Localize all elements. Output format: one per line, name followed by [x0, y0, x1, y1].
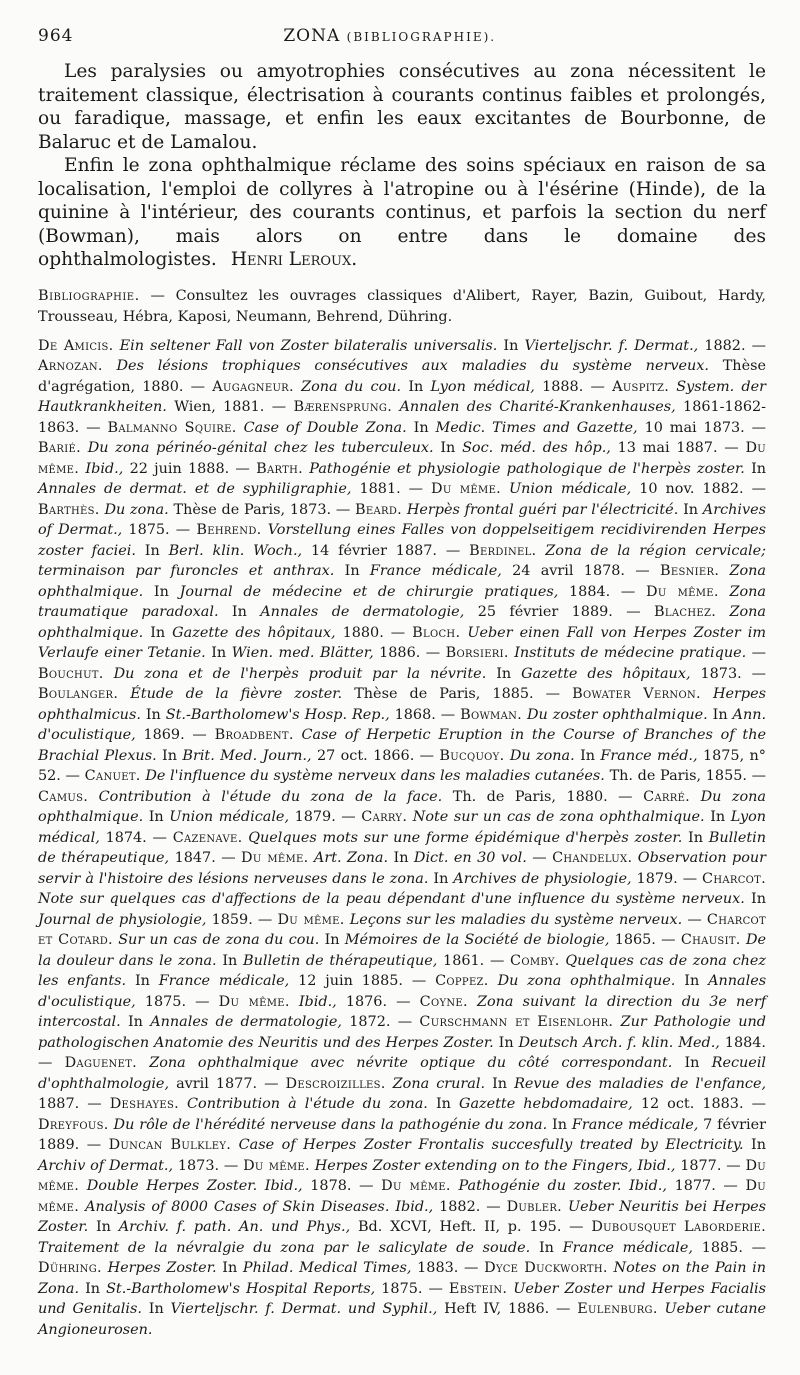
reference-date: 1869. — [143, 727, 207, 743]
reference-date: 1885. — [701, 1239, 767, 1256]
reference-in: In [222, 952, 238, 969]
reference-date: 12 oct. 1883. — [640, 1096, 766, 1112]
reference-entry [38, 686, 572, 702]
reference-author: Du même. [241, 850, 309, 866]
reference-title: Case of Double Zona. [243, 419, 407, 436]
reference-in: In [127, 1014, 143, 1030]
reference-date: avril 1877. — [176, 1075, 279, 1092]
reference-author: Carry. [361, 809, 408, 825]
reference-title: Note sur un cas de zona ophthalmique. [412, 809, 705, 825]
reference-in: Th. de Paris, 1880. — [452, 788, 633, 805]
reference-journal: Archives de physiologie, [453, 870, 632, 887]
reference-title: Pathogénie et physiologie pathologique de l'herpès zoster. [309, 460, 745, 477]
reference-in: — [751, 645, 767, 661]
reference-entry [38, 666, 766, 682]
reference-title: Observation pour servir à l'histoire des lésions nerveuses dans le zona. [38, 850, 767, 887]
reference-author: Bowater Vernon. [572, 686, 701, 702]
reference-title: De la douleur dans le zona. [38, 932, 767, 969]
reference-journal: France méd., [600, 747, 698, 764]
reference-entry [85, 768, 766, 784]
reference-journal: Revue des maladies de l'enfance, [514, 1075, 767, 1092]
reference-in: In [496, 665, 512, 682]
reference-journal: Gazette des hôpitaux, [172, 624, 336, 641]
reference-in: In [498, 1034, 514, 1051]
reference-in: Thèse de Paris, 1873. — [173, 501, 351, 518]
reference-author: Dühring. [38, 1260, 102, 1276]
reference-title: Herpes ophthalmicus. [38, 686, 767, 723]
reference-in: In [413, 419, 429, 436]
reference-date: 1887. — [38, 1096, 102, 1112]
reference-journal: France médicale, [369, 563, 502, 579]
reference-title: Ueber einen Fall von Herpes Zoster im Verlaufe einer Tetanie. [38, 624, 767, 661]
reference-in: In [684, 973, 700, 989]
reference-date: 1884. — [569, 583, 636, 600]
reference-title: Du zona. [509, 747, 575, 764]
running-header [38, 26, 766, 46]
reference-date: 1868. — [394, 706, 456, 723]
reference-in: In [751, 460, 767, 477]
reference-title: Zona traumatique paradoxal. [38, 583, 767, 620]
reference-entry [107, 420, 766, 436]
reference-entry [38, 502, 355, 518]
reference-author: Bucquoy. [439, 747, 505, 764]
reference-date: 14 février 1887. — [310, 542, 461, 559]
reference-title: Zona ophthalmique. [38, 604, 767, 641]
reference-journal: Annales d'oculistique, [38, 973, 767, 1010]
running-title [73, 26, 706, 46]
reference-author: Dubler. [506, 1198, 563, 1215]
reference-title: Zona ophthalmique. [38, 563, 767, 600]
reference-author: Duncan Bulkley. [108, 1137, 232, 1153]
title-sub: (BIBLIOGRAPHIE). [346, 30, 497, 44]
reference-in: In [408, 378, 424, 395]
reference-title: Instituts de médecine pratique. [514, 645, 747, 661]
reference-journal: Wien. med. Blätter, [231, 645, 374, 661]
reference-journal: Vierteljschr. f. Dermat., [524, 337, 699, 354]
reference-date: 1879. — [294, 809, 356, 825]
reference-title: Traitement de la névralgie du zona par le salicylate de soude. [38, 1239, 531, 1256]
page-number: 964 [38, 26, 74, 46]
reference-entry [241, 850, 552, 866]
reference-date: 10 mai 1873. — [644, 419, 767, 436]
reference-entry [110, 1096, 766, 1112]
reference-author: Chandelux. [552, 850, 633, 866]
reference-author: Chausit. [680, 932, 741, 948]
reference-title: Des lésions trophiques consécutives aux maladies du système nerveux. [116, 358, 709, 374]
reference-author: Du même. [38, 1178, 767, 1215]
reference-date: 1879. — [636, 870, 698, 887]
reference-author: Charcot et Cotard. [38, 911, 767, 948]
reference-author: Bowman. [460, 706, 523, 723]
reference-in: In [148, 1301, 164, 1317]
reference-journal: St.-Bartholomew's Hospital Reports, [106, 1280, 376, 1297]
reference-title: De l'influence du système nerveux dans les maladies cutanées. [145, 768, 605, 784]
reference-date: 1861. — [443, 952, 505, 969]
reference-date: 1847. — [174, 850, 236, 866]
reference-journal: Lyon médical, [38, 809, 767, 846]
reference-author: Du même. [431, 481, 502, 497]
body-paragraph-2: Enfin le zona ophthalmique réclame des soins spéciaux en raison de sa localisation, l'emploi de collyres à l'atropine ou à l'ésérine (Hinde), de la quinine à l'intérieur, des courants continus, et parfois la section du nerf (Bowman), mais alors on entre dans le domaine des ophthalmologistes. Henri Leroux. [38, 155, 766, 270]
reference-entry [277, 912, 706, 928]
reference-author: Bloch. [412, 624, 461, 641]
reference-in: 1882. — [439, 1198, 501, 1215]
reference-date: 1874. — [105, 829, 167, 846]
reference-title: Du zona périnéo-génital chez les tuberculeux. [87, 440, 434, 456]
reference-title: Leçons sur les maladies du système nerveux. [349, 911, 683, 928]
reference-in: 1876. — [345, 993, 411, 1010]
reference-author: Bærensprung. [293, 399, 393, 415]
reference-title: Note sur quelques cas d'affections de la peau dépendant d'une influence du système nerveux. [38, 891, 745, 907]
reference-in: In [344, 563, 360, 579]
reference-author: Charcot. [702, 870, 767, 887]
reference-author: Canuet. [84, 768, 141, 784]
reference-title: Du zona ophthalmique. [497, 973, 676, 989]
reference-author: Deshayes. [109, 1096, 179, 1112]
reference-journal: Philad. Medical Times, [242, 1260, 412, 1276]
reference-in: In [150, 624, 166, 641]
reference-author: Du même. [277, 911, 345, 928]
reference-entry [446, 645, 766, 661]
reference-entry [38, 338, 766, 354]
reference-journal: Archiv of Dermat., [38, 1157, 174, 1174]
reference-in: In [231, 604, 247, 620]
reference-title: Union médicale, [509, 481, 632, 497]
reference-in: 1877. — [674, 1178, 738, 1194]
reference-author: Augagneur. [212, 378, 294, 395]
reference-in: In [492, 1075, 508, 1092]
reference-title: Du zona et de l'herpès produit par la névrite. [113, 665, 487, 682]
reference-in: In [710, 809, 726, 825]
reference-journal: Bulletin de thérapeutique, [243, 952, 438, 969]
reference-journal: Vierteljschr. f. Dermat. und Syphil., [170, 1301, 438, 1317]
reference-title: Analysis of 8000 Cases of Skin Diseases. Ibid., [85, 1198, 434, 1215]
reference-title: Case of Herpetic Eruption in the Course of Branches of the Brachial Plexus. [38, 727, 766, 764]
reference-in: In [684, 1055, 700, 1071]
reference-author: Borsieri. [445, 645, 509, 661]
reference-author: Ebstein. [448, 1280, 508, 1297]
reference-in: In [324, 932, 340, 948]
reference-in: In [712, 706, 728, 723]
reference-date: 1888. — [542, 378, 605, 395]
reference-journal: Deutsch Arch. f. klin. Med., [518, 1034, 720, 1051]
reference-author: Barthès. [38, 501, 100, 518]
reference-title: Notes on the Pain in Zona. [38, 1260, 767, 1297]
reference-author: Boulanger. [38, 686, 119, 702]
reference-date: 1875. — [128, 522, 191, 538]
reference-title: Herpès frontal guéri par l'électricité. [406, 501, 679, 518]
reference-title: Vorstellung eines Falles von doppelseitigem recidivirenden Herpes zoster faciei. [38, 522, 767, 559]
reference-journal: Mémoires de la Société de biologie, [344, 932, 610, 948]
reference-in: 22 juin 1888. — [129, 460, 250, 477]
reference-journal: Ann. d'oculistique, [38, 706, 767, 743]
reference-journal: Medic. Times and Gazette, [435, 419, 638, 436]
reference-author: Barth. [256, 460, 304, 477]
reference-entry [38, 789, 643, 805]
reference-journal: Annales de dermatologie, [150, 1014, 342, 1030]
reference-in: In [222, 1260, 238, 1276]
reference-title: Du rôle de l'hérédité nerveuse dans la pathogénie du zona. [113, 1116, 548, 1133]
reference-date: 1880. — [342, 624, 406, 641]
body-paragraph-1: Les paralysies ou amyotrophies consécutives au zona nécessitent le traitement classique, électrisation à courants continus faibles et prolongés, ou faradique, massage, et enfin les eaux excitantes de Bourbonne, de Balaruc et de Lamalou. [38, 61, 766, 153]
reference-author: Beard. [355, 501, 403, 518]
reference-in: In [683, 501, 699, 518]
reference-in: In [144, 542, 160, 559]
reference-in: In [211, 645, 227, 661]
reference-in: In [435, 1096, 451, 1112]
reference-in: In [145, 706, 161, 723]
reference-author: Du même. [243, 1157, 310, 1174]
reference-in: In [552, 1116, 567, 1133]
reference-journal: France médicale, [562, 1239, 693, 1256]
reference-in: 10 nov. 1882. — [639, 481, 766, 497]
reference-title: Double Herpes Zoster. Ibid., [86, 1178, 303, 1194]
reference-title: Zona ophthalmique avec névrite optique du côté correspondant. [149, 1055, 673, 1071]
reference-title: Herpes Zoster extending on to the Fingers, Ibid., [314, 1157, 676, 1174]
reference-author: Berdinel. [469, 542, 537, 559]
reference-title: Case of Herpes Zoster Frontalis succesfully treated by Electricity. [238, 1137, 744, 1153]
reference-date: 1875, n° 52. — [38, 747, 766, 784]
reference-date: 1881. — [359, 481, 424, 497]
reference-author: Dubousquet Laborderie. [591, 1219, 766, 1235]
reference-in: In [688, 829, 703, 846]
reference-in: In [96, 1219, 111, 1235]
bibliography-label: Bibliographie. [38, 287, 140, 304]
reference-journal: Archiv. f. path. An. und Phys., [118, 1219, 351, 1235]
reference-date: 7 février 1889. — [38, 1116, 767, 1153]
reference-author: Curschmann et Eisenlohr. [419, 1014, 614, 1030]
reference-in: Wien, 1881. — [174, 399, 287, 415]
reference-title: Quelques cas de zona chez les enfants. [38, 952, 767, 989]
reference-in: 1877. — [680, 1157, 741, 1174]
reference-in: Th. de Paris, 1855. — [609, 768, 767, 784]
reference-date: Heft IV, 1886. — [444, 1301, 571, 1317]
reference-date: 1882. — [704, 337, 767, 354]
reference-date: Bd. XCVI, Heft. II, p. 195. — [357, 1219, 584, 1235]
reference-in: In [85, 1280, 101, 1297]
reference-in: In [162, 747, 177, 764]
reference-title: Du zona. [104, 501, 169, 518]
reference-title: Sur un cas de zona du cou. [118, 932, 320, 948]
reference-author: Du même. [38, 1157, 767, 1194]
reference-in: In [134, 973, 150, 989]
reference-date: 1875. — [381, 1280, 443, 1297]
reference-entry [431, 481, 766, 497]
reference-in: In [433, 870, 449, 887]
reference-in: In [393, 850, 409, 866]
reference-in: 1878. — [310, 1178, 374, 1194]
reference-date: 1873. — [700, 665, 767, 682]
reference-title: Zona suivant la direction du 3e nerf intercostal. [38, 993, 767, 1030]
reference-title: Ein seltener Fall von Zoster bilateralis universalis. [119, 337, 498, 354]
reference-author: Cazenave. [172, 829, 243, 846]
reference-title: Art. Zona. [313, 850, 389, 866]
reference-entry [38, 1260, 484, 1276]
reference-in: In [153, 583, 169, 600]
reference-journal: Journal de médecine et de chirurgie pratiques, [179, 583, 559, 600]
reference-author: Daguenet. [64, 1055, 138, 1071]
reference-in: In [148, 809, 164, 825]
reference-journal: Union médicale, [169, 809, 290, 825]
reference-title: Herpes Zoster. [107, 1260, 217, 1276]
reference-title: Zona de la région cervicale; terminaison par furoncles et anthrax. [38, 542, 766, 579]
reference-date: 1873. — [177, 1157, 239, 1174]
reference-title: Zur Pathologie und pathologischen Anatomie des Neuritis und des Herpes Zoster. [38, 1014, 766, 1051]
reference-entry [243, 1158, 745, 1174]
title-main: ZONA [283, 26, 341, 46]
reference-date: 27 oct. 1866. — [316, 747, 435, 764]
reference-date: 1884. — [38, 1034, 766, 1071]
reference-author: Eulenburg. [577, 1301, 658, 1317]
reference-author: Descroizilles. [285, 1075, 386, 1092]
reference-in: In [538, 1239, 554, 1256]
reference-author: De Amicis. [38, 337, 114, 354]
reference-date: 1865. — [614, 932, 676, 948]
reference-journal: Brit. Med. Journ., [182, 747, 312, 764]
reference-entry [212, 379, 612, 395]
reference-date: 25 février 1889. — [477, 604, 641, 620]
reference-title: Ueber Zoster und Herpes Facialis und Genitalis. [38, 1280, 767, 1317]
reference-date: 1883. — [417, 1260, 479, 1276]
reference-date: — [532, 850, 547, 866]
reference-author: Broadbent. [214, 727, 294, 743]
bibliography-references [38, 336, 766, 1341]
reference-journal: Recueil d'ophthalmologie, [38, 1055, 767, 1092]
reference-in: In [440, 440, 456, 456]
reference-title: Du zoster ophthalmique. [527, 706, 708, 723]
reference-author: Barié. [38, 440, 81, 456]
reference-author: Camus. [38, 788, 89, 805]
reference-author: Dyce Duckworth. [484, 1260, 608, 1276]
reference-date: 1872. — [349, 1014, 413, 1030]
reference-author: Du même. [38, 440, 767, 477]
reference-journal: Gazette des hôpitaux, [521, 665, 691, 682]
reference-entry [219, 994, 420, 1010]
reference-author: Besnier. [659, 563, 720, 579]
reference-journal: Annales de dermat. et de syphiligraphie, [38, 481, 352, 497]
reference-date: 24 avril 1878. — [512, 563, 650, 579]
reference-title: Zona crural. [392, 1075, 486, 1092]
reference-journal: Journal de physiologie, [38, 911, 207, 928]
reference-journal: Gazette hebdomadaire, [458, 1096, 633, 1112]
reference-title: Annalen des Charité-Krankenhauses, [399, 399, 676, 415]
reference-title: Quelques mots sur une forme épidémique d'herpès zoster. [248, 829, 683, 846]
reference-journal: France médicale, [158, 973, 290, 989]
reference-author: Dreyfous. [38, 1116, 109, 1133]
reference-author: Du même. [646, 583, 719, 600]
reference-in: In [503, 337, 519, 354]
reference-in: In [751, 891, 766, 907]
reference-journal: St.-Bartholomew's Hosp. Rep., [165, 706, 390, 723]
reference-journal: Bulletin de thérapeutique, [38, 829, 766, 866]
reference-journal: Annales de dermatologie, [260, 604, 465, 620]
reference-date: 1875. — [144, 993, 210, 1010]
reference-date: 13 mai 1887. — [617, 440, 739, 456]
reference-journal: Lyon médical, [430, 378, 535, 395]
reference-author: Du même. [381, 1178, 451, 1194]
reference-title: Contribution à l'étude du zona de la face. [98, 788, 443, 805]
reference-author: Behrend. [196, 522, 262, 538]
reference-in: In [751, 1137, 766, 1153]
reference-title: Étude de la fièvre zoster. [130, 686, 343, 702]
reference-title: Ibid., [85, 460, 124, 477]
reference-title: Ueber cutane Angioneurosen. [38, 1301, 767, 1338]
reference-in: — [687, 911, 702, 928]
reference-entry [38, 440, 745, 456]
reference-author: Coppez. [435, 973, 489, 989]
reference-author: Arnozan. [38, 358, 103, 374]
reference-author: Auspitz. [612, 378, 670, 395]
reference-in: Thèse de Paris, 1885. — [354, 686, 561, 702]
reference-title: Pathogénie du zoster. Ibid., [458, 1178, 667, 1194]
reference-journal: Berl. klin. Woch., [168, 542, 303, 559]
reference-in: 1861-1862-1863. — [38, 399, 767, 436]
reference-author: Carré. [643, 788, 691, 805]
reference-title: Contribution à l'étude du zona. [187, 1096, 428, 1112]
reference-title: Ibid., [298, 993, 337, 1010]
reference-date: 1859. — [211, 911, 273, 928]
reference-title: Du zona ophthalmique. [38, 788, 766, 825]
reference-journal: Dict. en 30 vol. [413, 850, 527, 866]
reference-title: Ueber Neuritis bei Herpes Zoster. [38, 1198, 767, 1235]
reference-journal: Archives of Dermat., [38, 501, 767, 538]
reference-date: 1886. — [379, 645, 441, 661]
reference-date: 12 juin 1885. — [298, 973, 427, 989]
reference-author: Du même. [218, 993, 290, 1010]
author-signature: Henri Leroux. [230, 249, 358, 270]
reference-author: Bouchut. [38, 665, 104, 682]
reference-entry [381, 1178, 745, 1194]
reference-author: Blachez. [654, 604, 717, 620]
reference-journal: France médicale, [571, 1116, 699, 1133]
reference-title: System. der Hautkrankheiten. [38, 378, 767, 415]
reference-in: In [580, 747, 596, 764]
reference-author: Comby. [510, 952, 560, 969]
bibliography-intro: Bibliographie. — Consultez les ouvrages classiques d'Alibert, Rayer, Bazin, Guibout, Hardy, Trousseau, Hébra, Kaposi, Neumann, Behrend, Dühring. [38, 287, 766, 325]
reference-in: Thèse d'agrégation, 1880. — [38, 358, 766, 395]
reference-journal: Soc. méd. des hôp., [462, 440, 611, 456]
reference-author: Balmanno Squire. [107, 419, 237, 436]
reference-title: Zona du cou. [301, 378, 402, 395]
reference-author: Coyne. [419, 993, 468, 1010]
